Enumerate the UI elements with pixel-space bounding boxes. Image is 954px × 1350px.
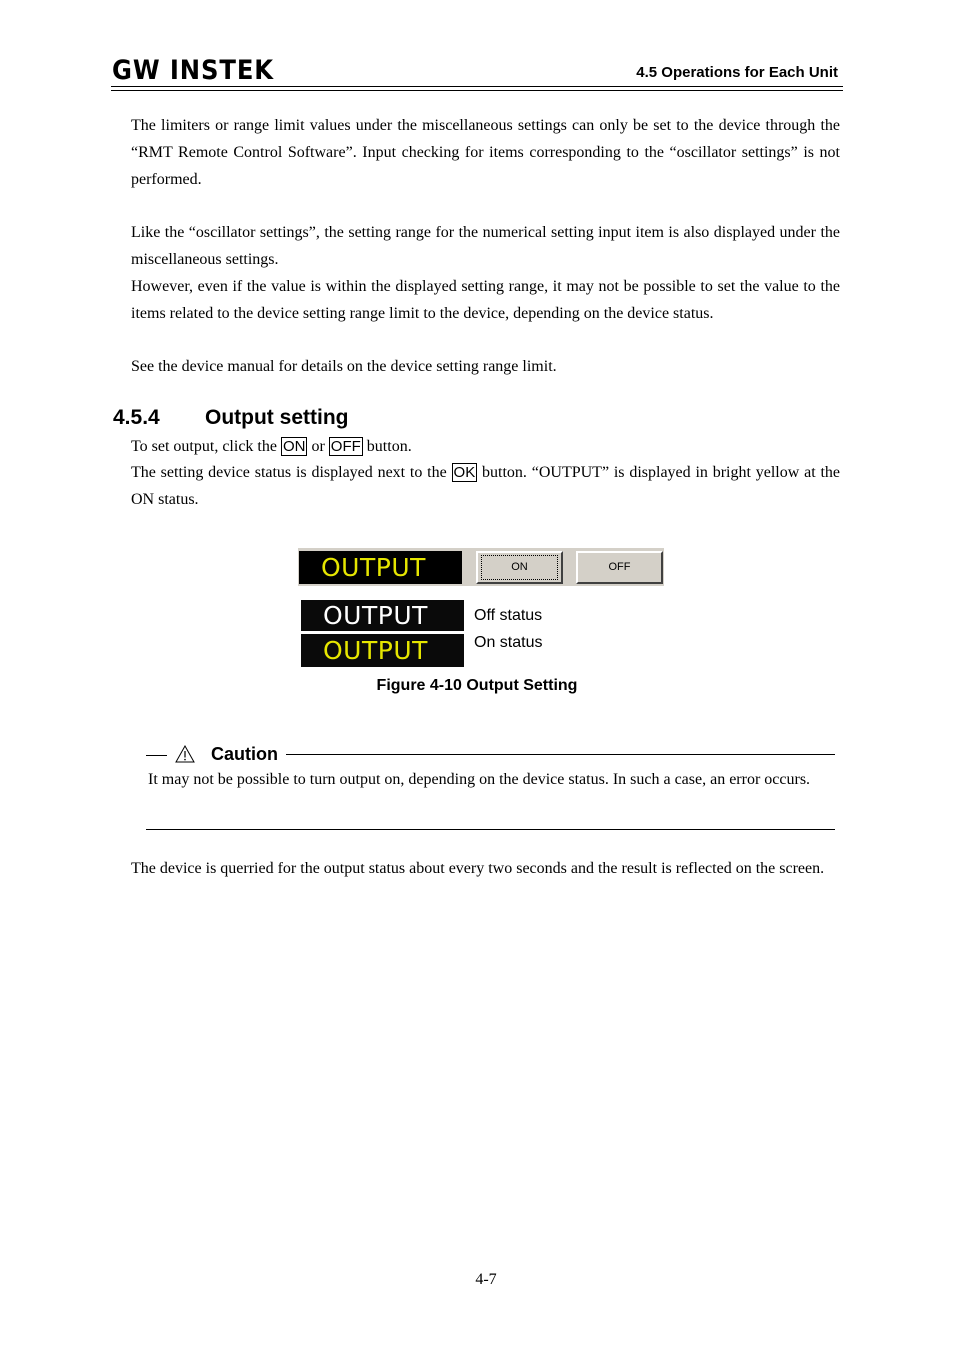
paragraph-status-display <box>131 460 840 514</box>
caution-title: Caution <box>211 744 278 764</box>
text: button. “OUTPUT” is displayed in bright yellow at the ON status. <box>131 464 841 508</box>
header-rule <box>111 86 843 87</box>
output-on-display: OUTPUT <box>301 634 464 667</box>
caution-text: It may not be possible to turn output on, depending on the device status. In such a case, an error occurs. <box>148 771 811 788</box>
gw-instek-logo <box>112 54 276 84</box>
section-heading <box>113 406 348 430</box>
on-button[interactable] <box>476 551 563 584</box>
text: The setting device status is displayed next to the <box>131 464 452 481</box>
paragraph-limiters: The limiters or range limit values under the miscellaneous settings can only be set to the device through the “RMT Remote Control Software”. Input checking for items corresponding to the “oscillator settings” is not performed. <box>131 117 840 188</box>
paragraph-setting-range: Like the “oscillator settings”, the setting range for the numerical setting input item is also displayed under the miscellaneous settings. <box>131 224 840 268</box>
paragraph-see-manual: See the device manual for details on the device setting range limit. <box>131 358 557 375</box>
off-key-label: OFF <box>330 438 361 455</box>
page-number: 4-7 <box>475 1271 497 1288</box>
on-status-label: On status <box>474 634 543 651</box>
ok-key-label: OK <box>453 464 476 481</box>
caution-rule-left <box>146 755 167 756</box>
output-status-display: OUTPUT <box>299 551 462 584</box>
header-section-title: 4.5 Operations for Each Unit <box>636 64 838 81</box>
figure-caption: Figure 4-10 Output Setting <box>376 677 578 694</box>
paragraph-polling: The device is querried for the output status about every two seconds and the result is reflected on the screen. <box>131 860 825 877</box>
header-rule-thin <box>111 90 843 91</box>
text: or <box>307 438 329 455</box>
warning-triangle-icon <box>175 745 195 763</box>
paragraph-set-output <box>131 434 840 461</box>
on-key-label: ON <box>282 438 306 455</box>
output-off-display: OUTPUT <box>301 600 464 631</box>
text: To set output, click the <box>131 438 281 455</box>
paragraph-however: However, even if the value is within the displayed setting range, it may not be possible to set the value to the items related to the device setting range limit to the device, depending on the device status. <box>131 278 840 322</box>
on-button-label: ON <box>481 555 558 580</box>
output-control-panel <box>298 548 664 586</box>
caution-rule-right <box>286 754 835 755</box>
logo-text: GW INSTEK <box>112 55 275 84</box>
section-title: Output setting <box>205 406 349 429</box>
caution-rule-bottom <box>146 829 835 830</box>
off-button[interactable]: OFF <box>576 551 663 584</box>
off-status-label: Off status <box>474 607 543 624</box>
text: button. <box>362 438 412 455</box>
section-number: 4.5.4 <box>113 406 160 429</box>
